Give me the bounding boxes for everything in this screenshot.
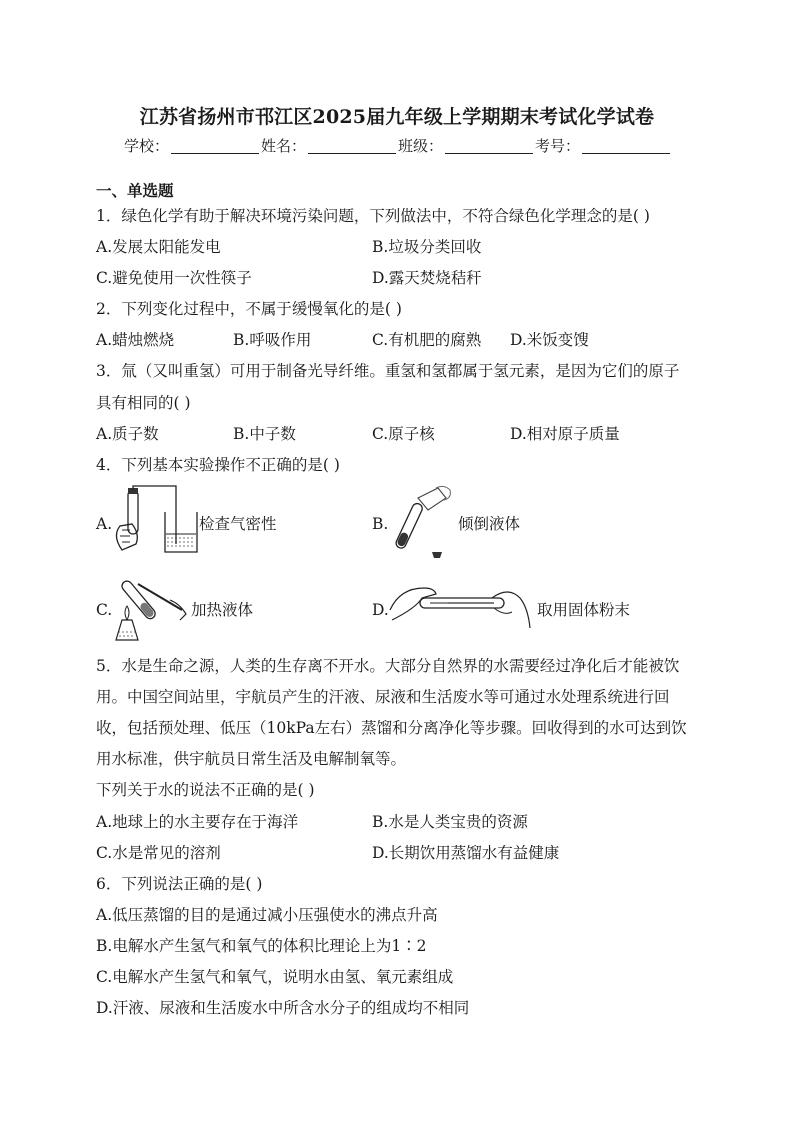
pour-liquid-figure: [388, 484, 458, 564]
q1-stem: 1．绿色化学有助于解决环境污染问题，下列做法中，不符合绿色化学理念的是( ): [96, 207, 650, 225]
q5-passage-line1: 5．水是生命之源，人类的生存离不开水。大部分自然界的水需要经过净化后才能被饮: [96, 657, 680, 675]
section-heading: 一、单选题: [96, 181, 174, 200]
q2-option-d: D.米饭变馊: [510, 331, 589, 349]
page-title: 江苏省扬州市邗江区2025届九年级上学期期末考试化学试卷: [139, 106, 655, 128]
q6-option-b: B.电解水产生氢气和氧气的体积比理论上为1∶2: [96, 937, 427, 955]
q4-option-c-letter: C.: [96, 601, 113, 619]
q5-option-b: B.水是人类宝贵的资源: [372, 813, 528, 831]
q4-stem: 4．下列基本实验操作不正确的是( ): [96, 456, 340, 474]
class-blank[interactable]: [445, 137, 533, 154]
q6-option-d: D.汗液、尿液和生活废水中所含水分子的组成均不相同: [96, 999, 470, 1017]
q4-option-d-letter: D.: [372, 601, 389, 619]
q1-option-b: B.垃圾分类回收: [372, 238, 482, 256]
q4-option-a-letter: A.: [96, 515, 113, 533]
name-blank[interactable]: [308, 137, 396, 154]
student-info-row: [124, 135, 672, 156]
q2-option-a: A.蜡烛燃烧: [96, 331, 175, 349]
take-solid-powder-figure: [388, 580, 533, 636]
q3-option-c: C.原子核: [372, 425, 435, 443]
q2-stem: 2．下列变化过程中，不属于缓慢氧化的是( ): [96, 300, 402, 318]
q4-option-b-text: 倾倒液体: [458, 515, 521, 533]
q3-option-d: D.相对原子质量: [510, 425, 620, 443]
q4-option-c-text: 加热液体: [191, 601, 254, 619]
school-blank[interactable]: [171, 137, 259, 154]
name-label: 姓名：: [261, 137, 307, 155]
class-label: 班级：: [398, 137, 444, 155]
q2-option-b: B.呼吸作用: [233, 331, 312, 349]
q4-option-a-text: 检查气密性: [199, 515, 277, 533]
q5-passage-line2: 用。中国空间站里，宇航员产生的汗液、尿液和生活废水等可通过水处理系统进行回: [96, 688, 670, 706]
q5-option-d: D.长期饮用蒸馏水有益健康: [372, 844, 560, 862]
airtightness-check-figure: [110, 486, 198, 560]
q1-option-a: A.发展太阳能发电: [96, 238, 221, 256]
number-blank[interactable]: [582, 137, 670, 154]
q2-option-c: C.有机肥的腐熟: [372, 331, 482, 349]
q3-option-a: A.质子数: [96, 425, 159, 443]
q1-option-d: D.露天焚烧秸秆: [372, 269, 482, 287]
q5-option-a: A.地球上的水主要存在于海洋: [96, 813, 299, 831]
q3-option-b: B.中子数: [233, 425, 296, 443]
q5-option-c: C.水是常见的溶剂: [96, 844, 221, 862]
q6-stem: 6．下列说法正确的是( ): [96, 875, 263, 893]
q1-option-c: C.避免使用一次性筷子: [96, 269, 252, 287]
q4-option-d-text: 取用固体粉末: [537, 601, 631, 619]
q6-option-c: C.电解水产生氢气和氧气，说明水由氢、氧元素组成: [96, 968, 454, 986]
q5-passage-line3: 收，包括预处理、低压（10kPa左右）蒸馏和分离净化等步骤。回收得到的水可达到饮: [96, 719, 687, 737]
q3-stem-line1: 3．氚（又叫重氢）可用于制备光导纤维。重氢和氢都属于氢元素，是因为它们的原子: [96, 362, 680, 380]
heat-liquid-figure: [110, 570, 190, 646]
q5-passage-line4: 用水标准，供宇航员日常生活及电解制氧等。: [96, 750, 407, 768]
school-label: 学校：: [124, 137, 170, 155]
q3-stem-line2: 具有相同的( ): [96, 394, 191, 412]
q6-option-a: A.低压蒸馏的目的是通过减小压强使水的沸点升高: [96, 906, 438, 924]
q4-option-b-letter: B.: [372, 515, 389, 533]
q5-stem: 下列关于水的说法不正确的是( ): [96, 781, 315, 799]
number-label: 考号：: [535, 137, 581, 155]
